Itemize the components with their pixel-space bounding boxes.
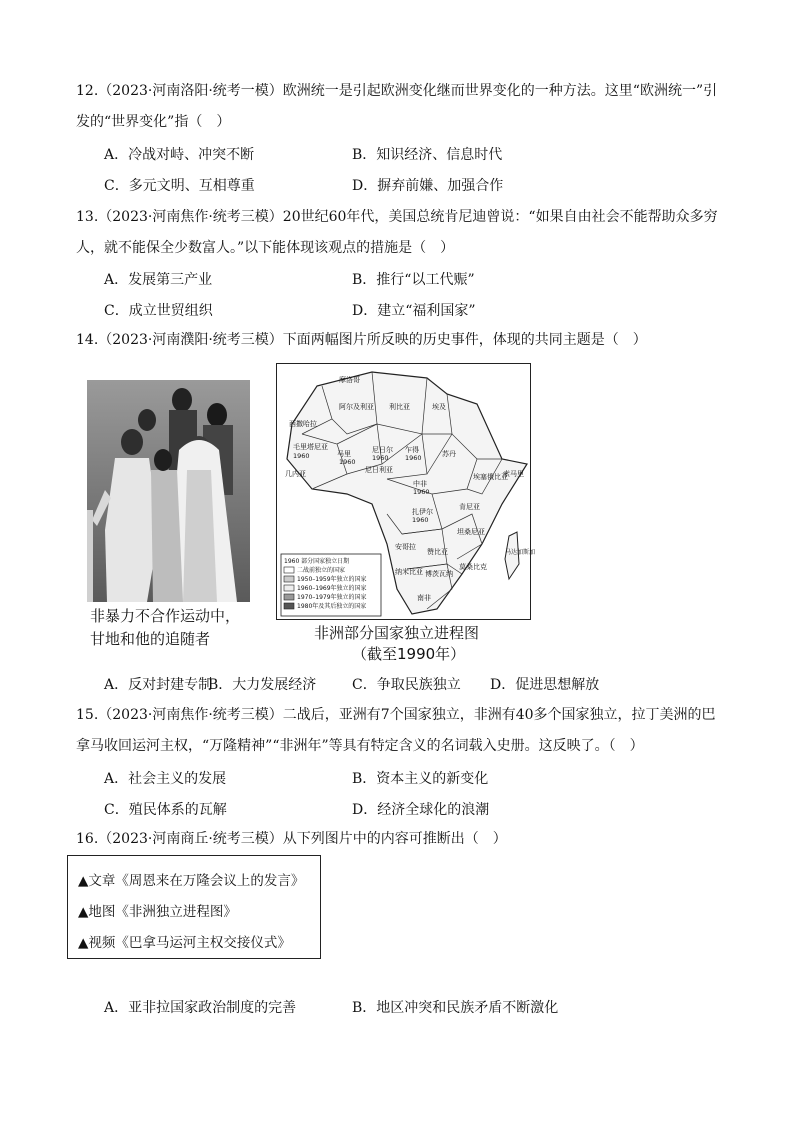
map-year-4: 1960 <box>405 454 422 462</box>
q12-option-a: A．冷战对峙、冲突不断 <box>104 147 255 163</box>
q13-option-d: D．建立“福利国家” <box>352 303 476 319</box>
map-label-egypt: 埃及 <box>432 403 446 411</box>
map-label-south-africa: 南非 <box>417 594 431 602</box>
q13-option-a: A．发展第三产业 <box>104 272 213 288</box>
q15-option-b: B．资本主义的新变化 <box>352 771 489 787</box>
africa-independence-map <box>276 363 536 620</box>
question-16-stem: 16.（2023·河南商丘·统考三模）从下列图片中的内容可推断出（ ） <box>76 831 507 847</box>
map-label-angola: 安哥拉 <box>395 543 416 551</box>
map-label-somalia: 索马里 <box>503 470 524 478</box>
q12-option-b: B．知识经济、信息时代 <box>352 147 503 163</box>
legend-item-2: 1950–1959年独立的国家 <box>297 576 367 583</box>
q14-option-c: C．争取民族独立 <box>352 677 461 693</box>
question-14-stem: 14.（2023·河南濮阳·统考三模）下面两幅图片所反映的历史事件，体现的共同主题是（ ） <box>76 332 647 348</box>
map-legend <box>281 554 381 616</box>
map-label-nigeria: 尼日利亚 <box>365 466 393 474</box>
legend-item-4: 1970–1979年独立的国家 <box>297 594 367 601</box>
map-label-morocco: 摩洛哥 <box>339 376 360 384</box>
legend-item-5: 1980年及其后独立的国家 <box>297 603 367 610</box>
q14-option-d: D．促进思想解放 <box>490 677 600 693</box>
photo-caption-line2: 甘地和他的追随者 <box>90 630 211 648</box>
q16-box-item-2: ▲地图《非洲独立进程图》 <box>78 904 237 920</box>
map-year-6: 1960 <box>412 516 429 524</box>
map-caption-line1: 非洲部分国家独立进程图 <box>314 624 480 642</box>
q13-option-c: C．成立世贸组织 <box>104 303 213 319</box>
gandhi-photo <box>87 380 250 602</box>
map-year-1: 1960 <box>293 452 310 460</box>
question-12-stem: 12.（2023·河南洛阳·统考一模）欧洲统一是引起欧洲变化继而世界变化的一种方法。这里“欧洲统一”引发的“世界变化”指（ ） <box>76 83 718 130</box>
photo-caption-line1: 非暴力不合作运动中， <box>90 607 241 625</box>
map-year-3: 1960 <box>372 454 389 462</box>
q12-option-d: D．摒弃前嫌、加强合作 <box>352 178 504 194</box>
map-label-western-sahara: 西撒哈拉 <box>289 420 317 428</box>
q16-box-item-3: ▲视频《巴拿马运河主权交接仪式》 <box>78 935 291 951</box>
map-label-niger: 尼日尔 <box>372 446 393 454</box>
map-label-botswana: 博茨瓦纳 <box>425 570 453 578</box>
q16-option-a: A．亚非拉国家政治制度的完善 <box>104 1000 297 1016</box>
gandhi-photo-illustration <box>87 380 250 602</box>
q16-box-item-1: ▲文章《周恩来在万隆会议上的发言》 <box>78 873 305 889</box>
q15-option-a: A．社会主义的发展 <box>104 771 227 787</box>
legend-title: 1960 部分国家独立日期 <box>284 558 350 565</box>
map-label-zaire: 扎伊尔 <box>412 508 433 516</box>
map-label-namibia: 纳米比亚 <box>395 568 423 576</box>
map-label-sudan: 苏丹 <box>442 450 456 458</box>
q14-option-b: B．大力发展经济 <box>208 677 317 693</box>
q14-option-a: A．反对封建专制 <box>104 677 213 693</box>
question-13-stem: 13.（2023·河南焦作·统考三模）20世纪60年代，美国总统肯尼迪曾说：“如果自由社会不能帮助众多穷人，就不能保全少数富人。”以下能体现该观点的措施是（ ） <box>76 209 718 256</box>
map-caption-line2: （截至1990年） <box>352 645 466 663</box>
map-year-2: 1960 <box>339 458 356 466</box>
q15-option-d: D．经济全球化的浪潮 <box>352 802 490 818</box>
legend-item-1: 二战前独立的国家 <box>297 567 346 574</box>
map-label-mozambique: 莫桑比克 <box>459 563 487 571</box>
map-label-madagascar: 马达加斯加 <box>505 549 536 556</box>
map-label-chad: 乍得 <box>405 446 419 454</box>
q16-material-box <box>67 855 321 959</box>
africa-map-illustration <box>277 364 536 621</box>
q16-option-b: B．地区冲突和民族矛盾不断激化 <box>352 1000 559 1016</box>
map-label-algeria: 阿尔及利亚 <box>339 403 374 411</box>
q13-option-b: B．推行“以工代赈” <box>352 272 475 288</box>
map-label-mauritania: 毛里塔尼亚 <box>293 443 328 451</box>
legend-item-3: 1960–1969年独立的国家 <box>297 585 367 592</box>
q15-option-c: C．殖民体系的瓦解 <box>104 802 227 818</box>
q12-option-c: C．多元文明、互相尊重 <box>104 178 255 194</box>
map-label-libya: 利比亚 <box>389 403 410 411</box>
map-label-ethiopia: 埃塞俄比亚 <box>473 473 508 481</box>
map-label-guinea: 几内亚 <box>285 470 306 478</box>
question-15-stem: 15.（2023·河南焦作·统考三模）二战后，亚洲有7个国家独立，非洲有40多个国家独立，拉丁美洲的巴拿马收回运河主权，“万隆精神”“非洲年”等具有特定含义的名词载入史册。这反映了。（ ） <box>76 707 716 754</box>
map-label-kenya: 肯尼亚 <box>459 503 480 511</box>
map-year-5: 1960 <box>413 488 430 496</box>
map-label-zambia: 赞比亚 <box>427 548 448 556</box>
map-label-mali: 马里 <box>337 450 351 458</box>
map-label-tanzania: 坦桑尼亚 <box>457 528 485 536</box>
map-label-car: 中非 <box>413 480 427 488</box>
